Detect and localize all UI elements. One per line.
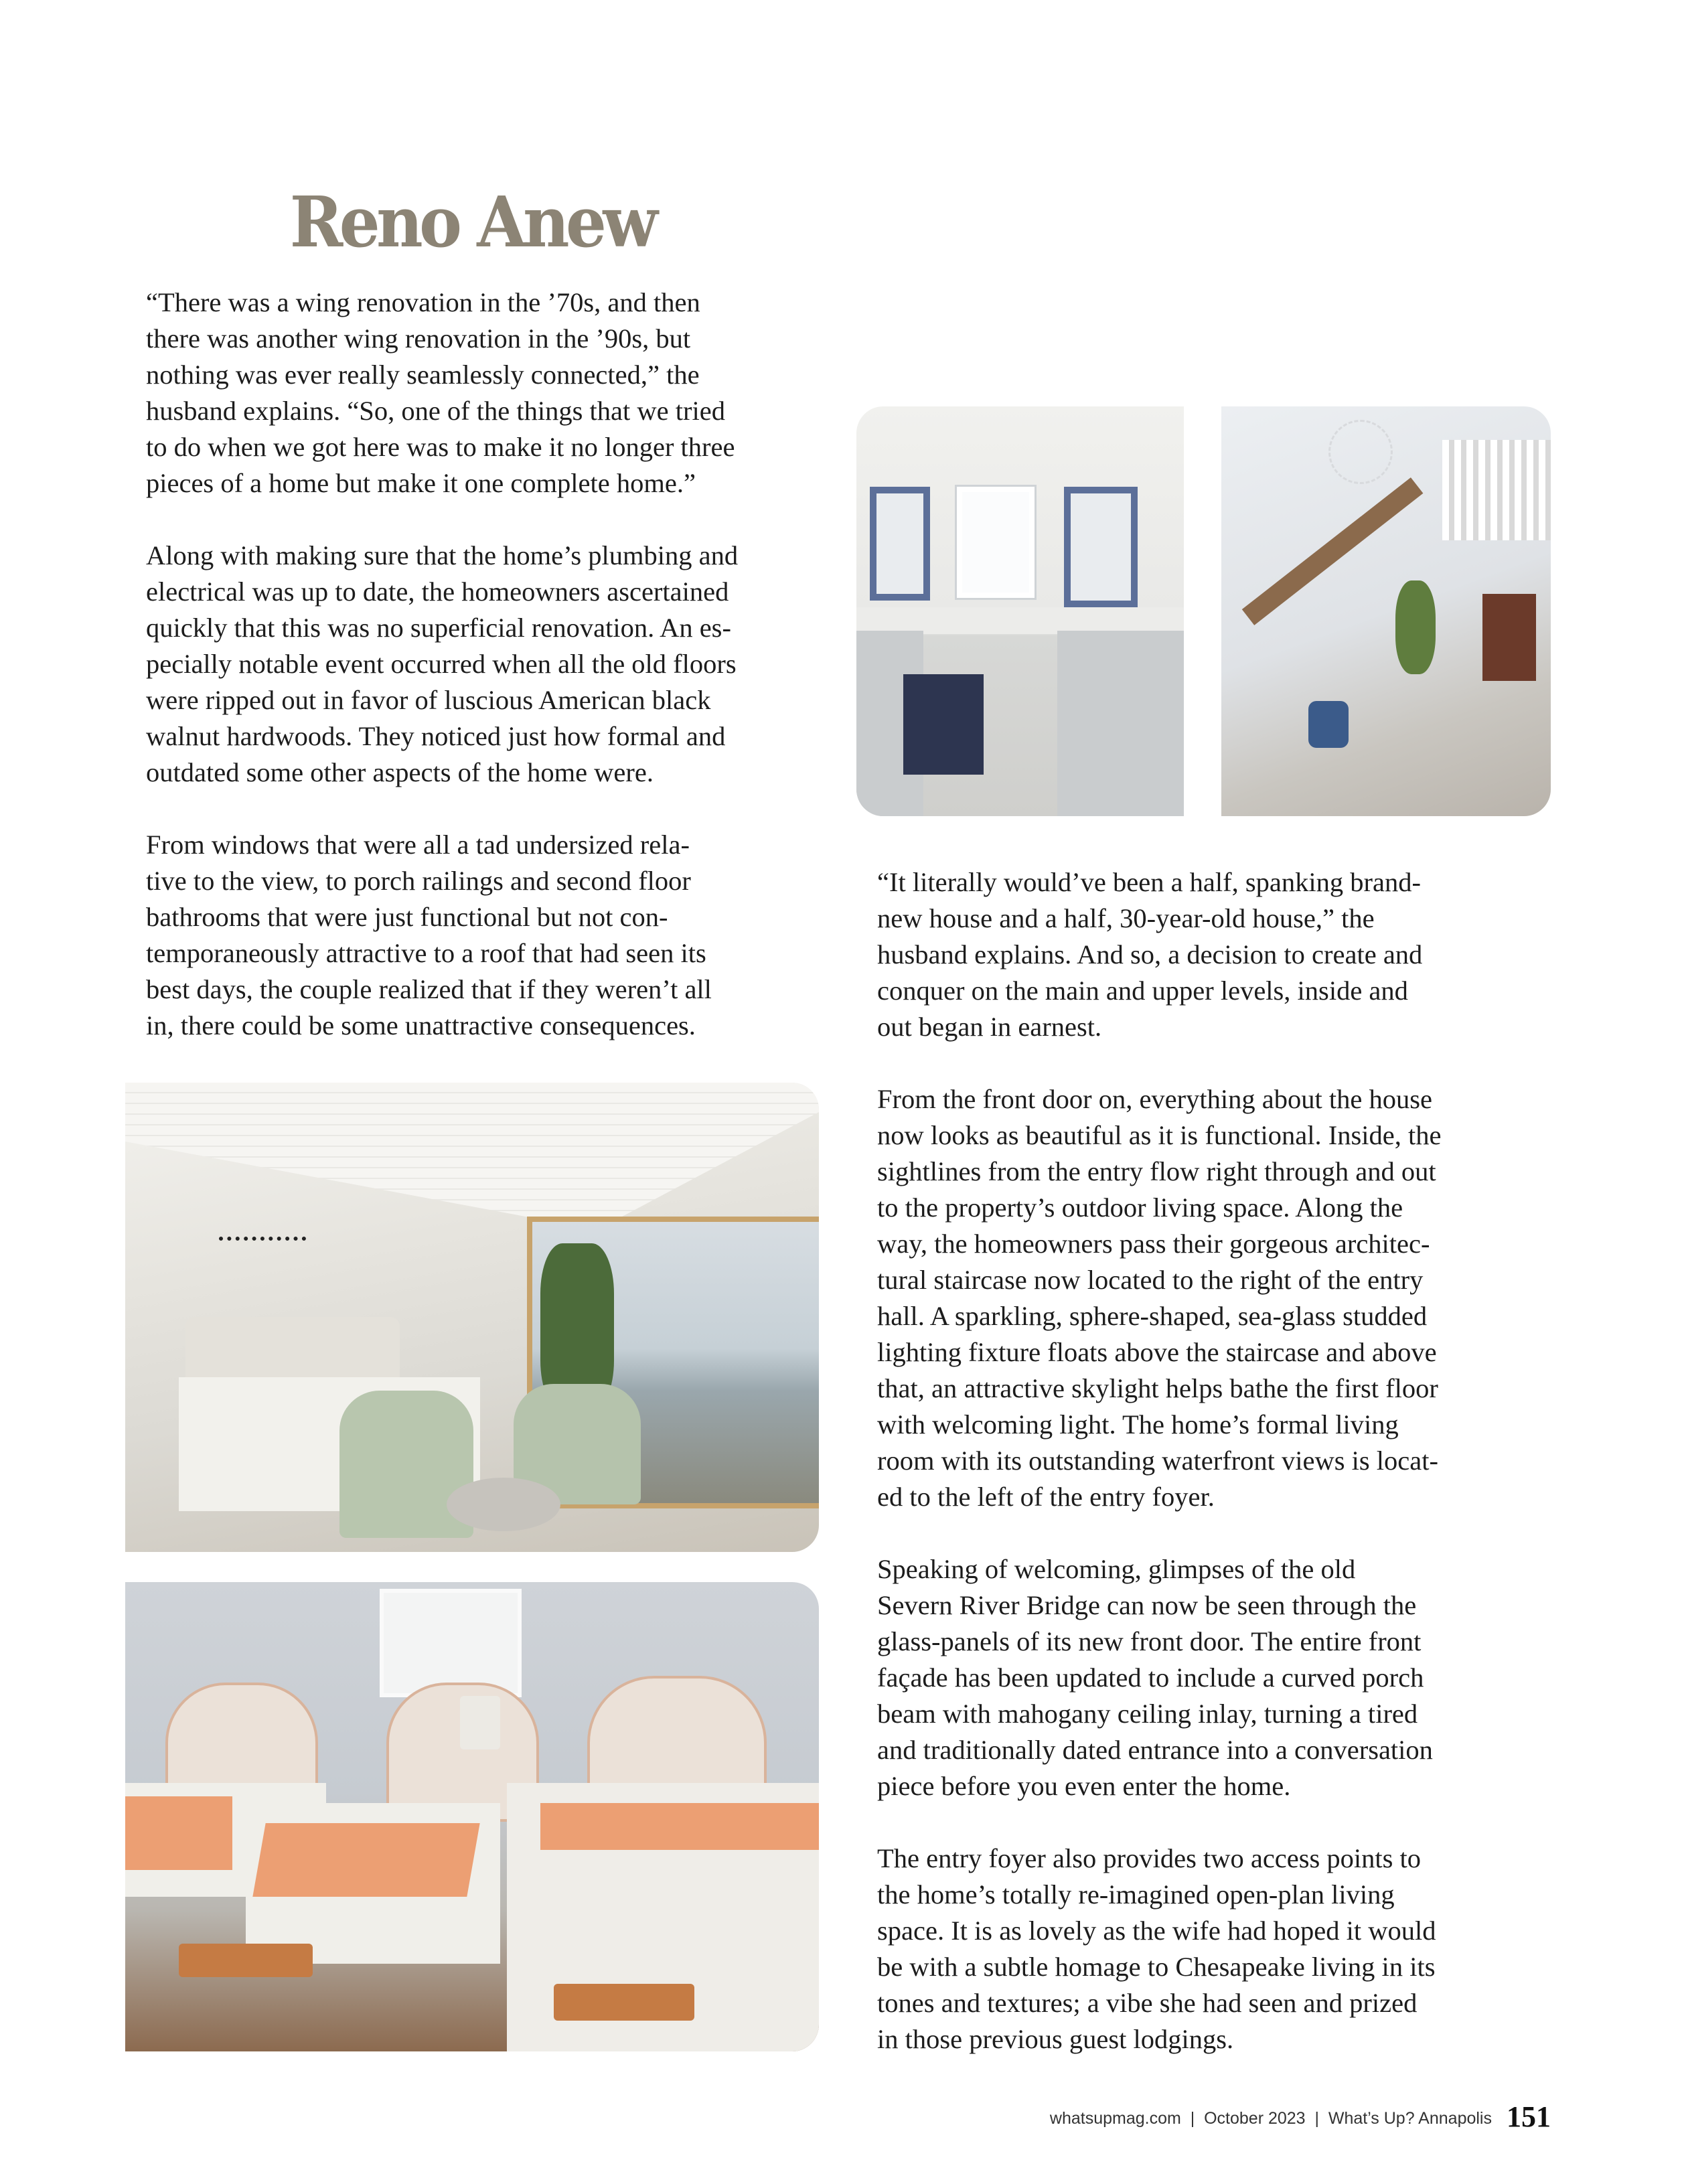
paragraph bbox=[146, 827, 738, 1044]
footer-publication-info: whatsupmag.com | October 2023 | What’s Up? Annapolis bbox=[1049, 2109, 1492, 2128]
text-line: Speaking of welcoming, glimpses of the old bbox=[877, 1554, 1356, 1584]
text-line: tive to the view, to porch railings and second floor bbox=[146, 866, 691, 896]
text-line: room with its outstanding waterfront views is locat- bbox=[877, 1446, 1438, 1476]
text-line: and traditionally dated entrance into a conversation bbox=[877, 1735, 1433, 1765]
paragraph bbox=[877, 864, 1441, 1045]
text-line: quickly that this was no superficial renovation. An es- bbox=[146, 613, 731, 643]
text-line: Severn River Bridge can now be seen through the bbox=[877, 1590, 1417, 1620]
text-line: glass-panels of its new front door. The entire front bbox=[877, 1626, 1422, 1656]
text-line: façade has been updated to include a curved porch bbox=[877, 1662, 1424, 1693]
text-line: tural staircase now located to the right of the entry bbox=[877, 1265, 1424, 1295]
article-title: Reno Anew bbox=[289, 181, 655, 263]
text-line: The entry foyer also provides two access points to bbox=[877, 1843, 1422, 1873]
text-line: to the property’s outdoor living space. Along the bbox=[877, 1192, 1403, 1223]
text-line: electrical was up to date, the homeowners ascertained bbox=[146, 576, 729, 607]
text-line: be with a subtle homage to Chesapeake living in its bbox=[877, 1952, 1436, 1982]
text-line: out began in earnest. bbox=[877, 1012, 1102, 1042]
text-line: to do when we got here was to make it no longer three bbox=[146, 432, 735, 462]
text-line: From the front door on, everything about the house bbox=[877, 1084, 1432, 1114]
text-line: beam with mahogany ceiling inlay, turning a tired bbox=[877, 1699, 1418, 1729]
text-line: husband explains. “So, one of the things that we tried bbox=[146, 396, 725, 426]
text-line: nothing was ever really seamlessly connected,” the bbox=[146, 360, 700, 390]
left-text-column bbox=[146, 285, 738, 1080]
text-line: husband explains. And so, a decision to create and bbox=[877, 939, 1423, 969]
text-line: sightlines from the entry flow right through and out bbox=[877, 1156, 1436, 1186]
paragraph bbox=[877, 1841, 1441, 2057]
right-text-column bbox=[877, 864, 1441, 2094]
text-line: outdated some other aspects of the home were. bbox=[146, 757, 654, 787]
paragraph bbox=[877, 1551, 1441, 1804]
text-line: space. It is as lovely as the wife had hoped it would bbox=[877, 1916, 1436, 1946]
text-line: piece before you even enter the home. bbox=[877, 1771, 1291, 1801]
text-line: in, there could be some unattractive consequences. bbox=[146, 1010, 696, 1040]
text-line: lighting fixture floats above the staircase and above bbox=[877, 1337, 1437, 1367]
text-line: “It literally would’ve been a half, spanking brand- bbox=[877, 867, 1421, 897]
text-line: were ripped out in favor of luscious American black bbox=[146, 685, 711, 715]
text-line: Along with making sure that the home’s plumbing and bbox=[146, 540, 739, 570]
text-line: ed to the left of the entry foyer. bbox=[877, 1482, 1215, 1512]
primary-bedroom-photo bbox=[125, 1083, 819, 1552]
staircase-foyer-photo bbox=[1221, 406, 1551, 816]
text-line: walnut hardwoods. They noticed just how formal and bbox=[146, 721, 726, 751]
paragraph bbox=[146, 538, 738, 791]
text-line: conquer on the main and upper levels, inside and bbox=[877, 976, 1408, 1006]
text-line: bathrooms that were just functional but not con- bbox=[146, 902, 668, 932]
text-line: now looks as beautiful as it is functional. Inside, the bbox=[877, 1120, 1442, 1150]
text-line: From windows that were all a tad undersized rela- bbox=[146, 830, 690, 860]
text-line: in those previous guest lodgings. bbox=[877, 2024, 1234, 2054]
text-line: pecially notable event occurred when all the old floors bbox=[146, 649, 737, 679]
paragraph bbox=[877, 1081, 1441, 1515]
text-line: that, an attractive skylight helps bathe the first floor bbox=[877, 1373, 1438, 1403]
text-line: new house and a half, 30-year-old house,” the bbox=[877, 903, 1375, 933]
text-line: the home’s totally re-imagined open-plan living bbox=[877, 1879, 1395, 1909]
page-footer bbox=[1004, 2100, 1551, 2134]
page-number: 151 bbox=[1507, 2100, 1551, 2133]
text-line: temporaneously attractive to a roof that had seen its bbox=[146, 938, 706, 968]
text-line: tones and textures; a vibe she had seen and prized bbox=[877, 1988, 1418, 2018]
paragraph bbox=[146, 285, 738, 501]
text-line: pieces of a home but make it one complete home.” bbox=[146, 468, 696, 498]
text-line: hall. A sparkling, sphere-shaped, sea-glass studded bbox=[877, 1301, 1428, 1331]
text-line: way, the homeowners pass their gorgeous architec- bbox=[877, 1229, 1430, 1259]
text-line: there was another wing renovation in the ’90s, but bbox=[146, 323, 691, 354]
text-line: best days, the couple realized that if they weren’t all bbox=[146, 974, 712, 1004]
bathroom-vanity-photo bbox=[856, 406, 1184, 816]
twin-guest-bedroom-photo bbox=[125, 1582, 819, 2051]
text-line: “There was a wing renovation in the ’70s, and then bbox=[146, 287, 700, 317]
text-line: with welcoming light. The home’s formal living bbox=[877, 1409, 1399, 1439]
